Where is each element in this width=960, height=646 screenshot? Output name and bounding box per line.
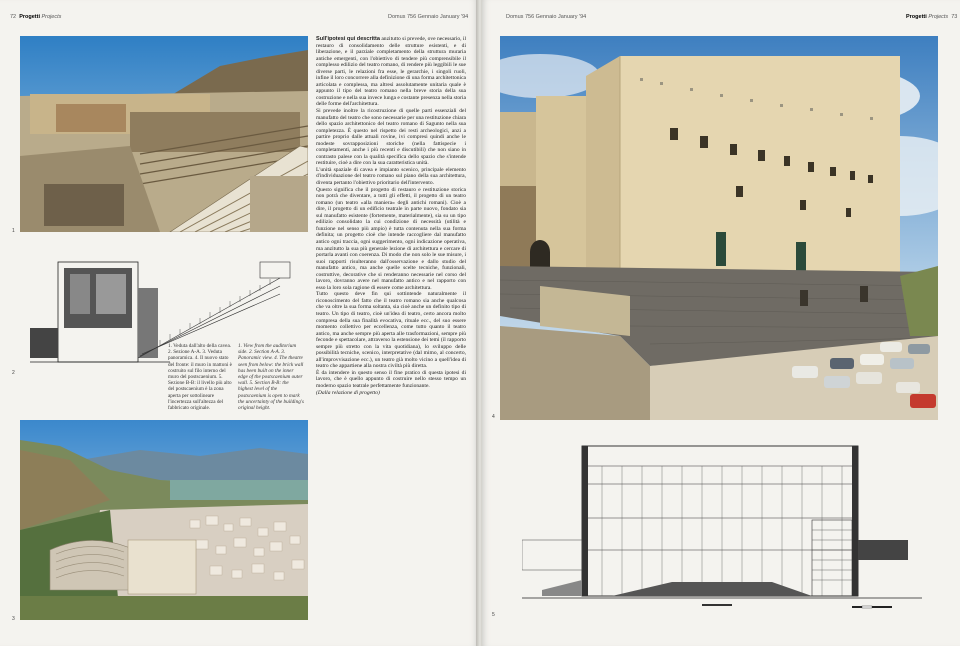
fig-number-1: 1 bbox=[12, 228, 15, 234]
photo-auditorium-view bbox=[20, 36, 308, 232]
article-paragraph-4: Questo significa che il progetto di restauro e restituzione storica non potrà che diventare, a tutti gli effetti, il progetto di un teatro romano (un teatro «alla maniera» degli antichi romani). Cioè a dire, il progetto di un edificio teatrale in parte nuovo, fondato sia sul manufatto esistente (fortemente, materialmente), sia su un tipo edilizio consolidato la cui condizione di necessità (utilità e funzione nel senso più ampio) è tutta contenuta nella sua forma definita; un progetto cioè che intende raccogliere dal manufatto antico ogni traccia, ogni suggerimento, ogni indicazione operativa, ma anzitutto la sua più generale lezione di architettura e cercare di portarla avanti con coerenza. Di modo che non solo le sue misure, i suoi rapporti risulteranno dall'osservazione e dallo studio del manufatto antico, ma anche quelle scelte tecniche, funzionali, costruttive, decorative che si renderanno necessarie nel corso del lavoro, dovranno avere nel manufatto antico e nel rapporto con esso la loro sola ragione di essere come architettura. bbox=[316, 186, 466, 291]
fig-number-4: 4 bbox=[492, 414, 495, 420]
article-paragraph-5: Tutto questo deve fin qui sottintende naturalmente il riconoscimento del fatto che il teatro romano sia anche qualcosa che va oltre la sua forma soltanta, sia cioè anche un definito tipo di teatro. Un tipo di teatro, cioè un'idea di teatro, certo ancora molto compresa della sua finalità evocativa, rituale ecc., del suo essere momento collettivo per eccellenza, come tutto quanto il teatro antico, ma anche sempre più aperta alle trasformazioni, sempre più feconde e spettacolare, attraverso la estensione dei temi (il rapporto sempre più stretto con la vita quotidiana), lo sviluppo delle possibilità tecniche, scenico, interpretative (dal mimo, al concerto, all'improvvisazione ecc.), un teatro già molto vicino a quell'idea di teatro che appartiene alla nostra civiltà più diretta. bbox=[316, 291, 466, 370]
article-body bbox=[316, 36, 466, 634]
left-folio bbox=[10, 14, 61, 20]
fig-number-5: 5 bbox=[492, 612, 495, 618]
article-paragraph-1: Sull'ipotesi qui descritta anzitutto si prevede, ove necessario, il restauro di consolidamento delle strutture esistenti, e di liberazione, e il parziale completamento della struttura muraria antiche emergenti, con l'obiettivo di tendere più comprensibile il complesso edilizio del teatro romano, di rendere più leggibili le sue diverse parti, le relazioni fra esse, le gerarchie, i singoli ruoli, infine il loro concorrere alla definizione di una forma architettonica articolata e complessa, ma altresì assolutamente unitaria quale è appunto il tipo del teatro romano nella breve storia della sua costruzione e nella sua invece lunga e costante presenza nella storia delle forme dell'architettura. bbox=[316, 36, 466, 108]
photo-auditorium-graphic bbox=[20, 36, 308, 232]
article-paragraph-6: È da intendere in questo senso il fine pratico di questa ipotesi di lavoro, che è quello appunto di costruire nello stesso tempo un moderno spazio teatrale perfettamente funzionante. bbox=[316, 369, 466, 389]
right-issue-line: Domus 756 Gennaio January '94 bbox=[506, 14, 587, 20]
article-signature: (Dalla relazione di progetto) bbox=[316, 389, 380, 396]
right-folio bbox=[906, 14, 957, 20]
left-issue-line: Domus 756 Gennaio January '94 bbox=[388, 14, 469, 20]
caption-italian: 1. Veduta dall'alto della cavea. 2. Sezione A-A. 3. Veduta panoramica. 4. Il nuovo stato del fronte: il muro in mattoni è costruito sul filo interno del muro del postscaenium. 5. Sezione B-B: il livello più alto del postscaenium è la zona aperta per sottolineare l'incertezza sull'altezza del fabbricato originale. bbox=[168, 343, 232, 412]
right-page bbox=[482, 0, 960, 646]
article-paragraph-2: Si prevede inoltre la ricostruzione di quelle parti essenziali del manufatto del teatro che sono necessarie per una restituzione chiara dello spazio architettonico del teatro romano di Sagunto nella sua completezza. È questo nel rispetto dei resti archeologici, anzi a partire proprio dalle attuali rovine, ivi compresi quindi anche le modeste sovrapposizioni storiche (nella fattispecie i completamenti, anche i più recenti e discutibili) che non siano in contrasto palese con la qualità specifica dello spazio che s'intende restituire, cioè a dire con la sua caratteristica unità. bbox=[316, 108, 466, 167]
article-lead-in: Sull'ipotesi qui descritta bbox=[316, 36, 380, 42]
article-paragraph-3: L'unità spaziale di cavea e impianto scenico, principale elemento d'individuazione del teatro romano sul piano della sua architettura, diventa pertanto l'obiettivo prioritario dell'intervento. bbox=[316, 166, 466, 187]
caption-english: 1. View from the auditorium side. 2. Section A-A. 3. Panoramic view. 4. The theatre seen from below: the brick wall has been built on the inner edge of the postscaenium outer wall. 5. Section B-B: the highest level of the postscaenium is open to mark the uncertainty of the building's original height. bbox=[238, 343, 304, 412]
section-b-b-drawing bbox=[522, 440, 942, 616]
right-page-number: 73 bbox=[951, 14, 958, 20]
photo-theatre-from-below bbox=[500, 36, 938, 420]
photo-panoramic-view bbox=[20, 420, 308, 620]
right-section-title: Progetti bbox=[906, 14, 927, 20]
left-page bbox=[0, 0, 478, 646]
photo-panoramic-graphic bbox=[20, 420, 308, 620]
photo-theatre-graphic bbox=[500, 36, 938, 420]
fig-number-2: 2 bbox=[12, 370, 15, 376]
left-page-number: 72 bbox=[10, 14, 17, 20]
fig-number-3: 3 bbox=[12, 616, 15, 622]
left-section-subtitle: Projects bbox=[41, 14, 62, 20]
right-section-subtitle: Projects bbox=[928, 14, 949, 20]
left-section-title: Progetti bbox=[19, 14, 40, 20]
section-b-b-graphic bbox=[522, 440, 942, 616]
